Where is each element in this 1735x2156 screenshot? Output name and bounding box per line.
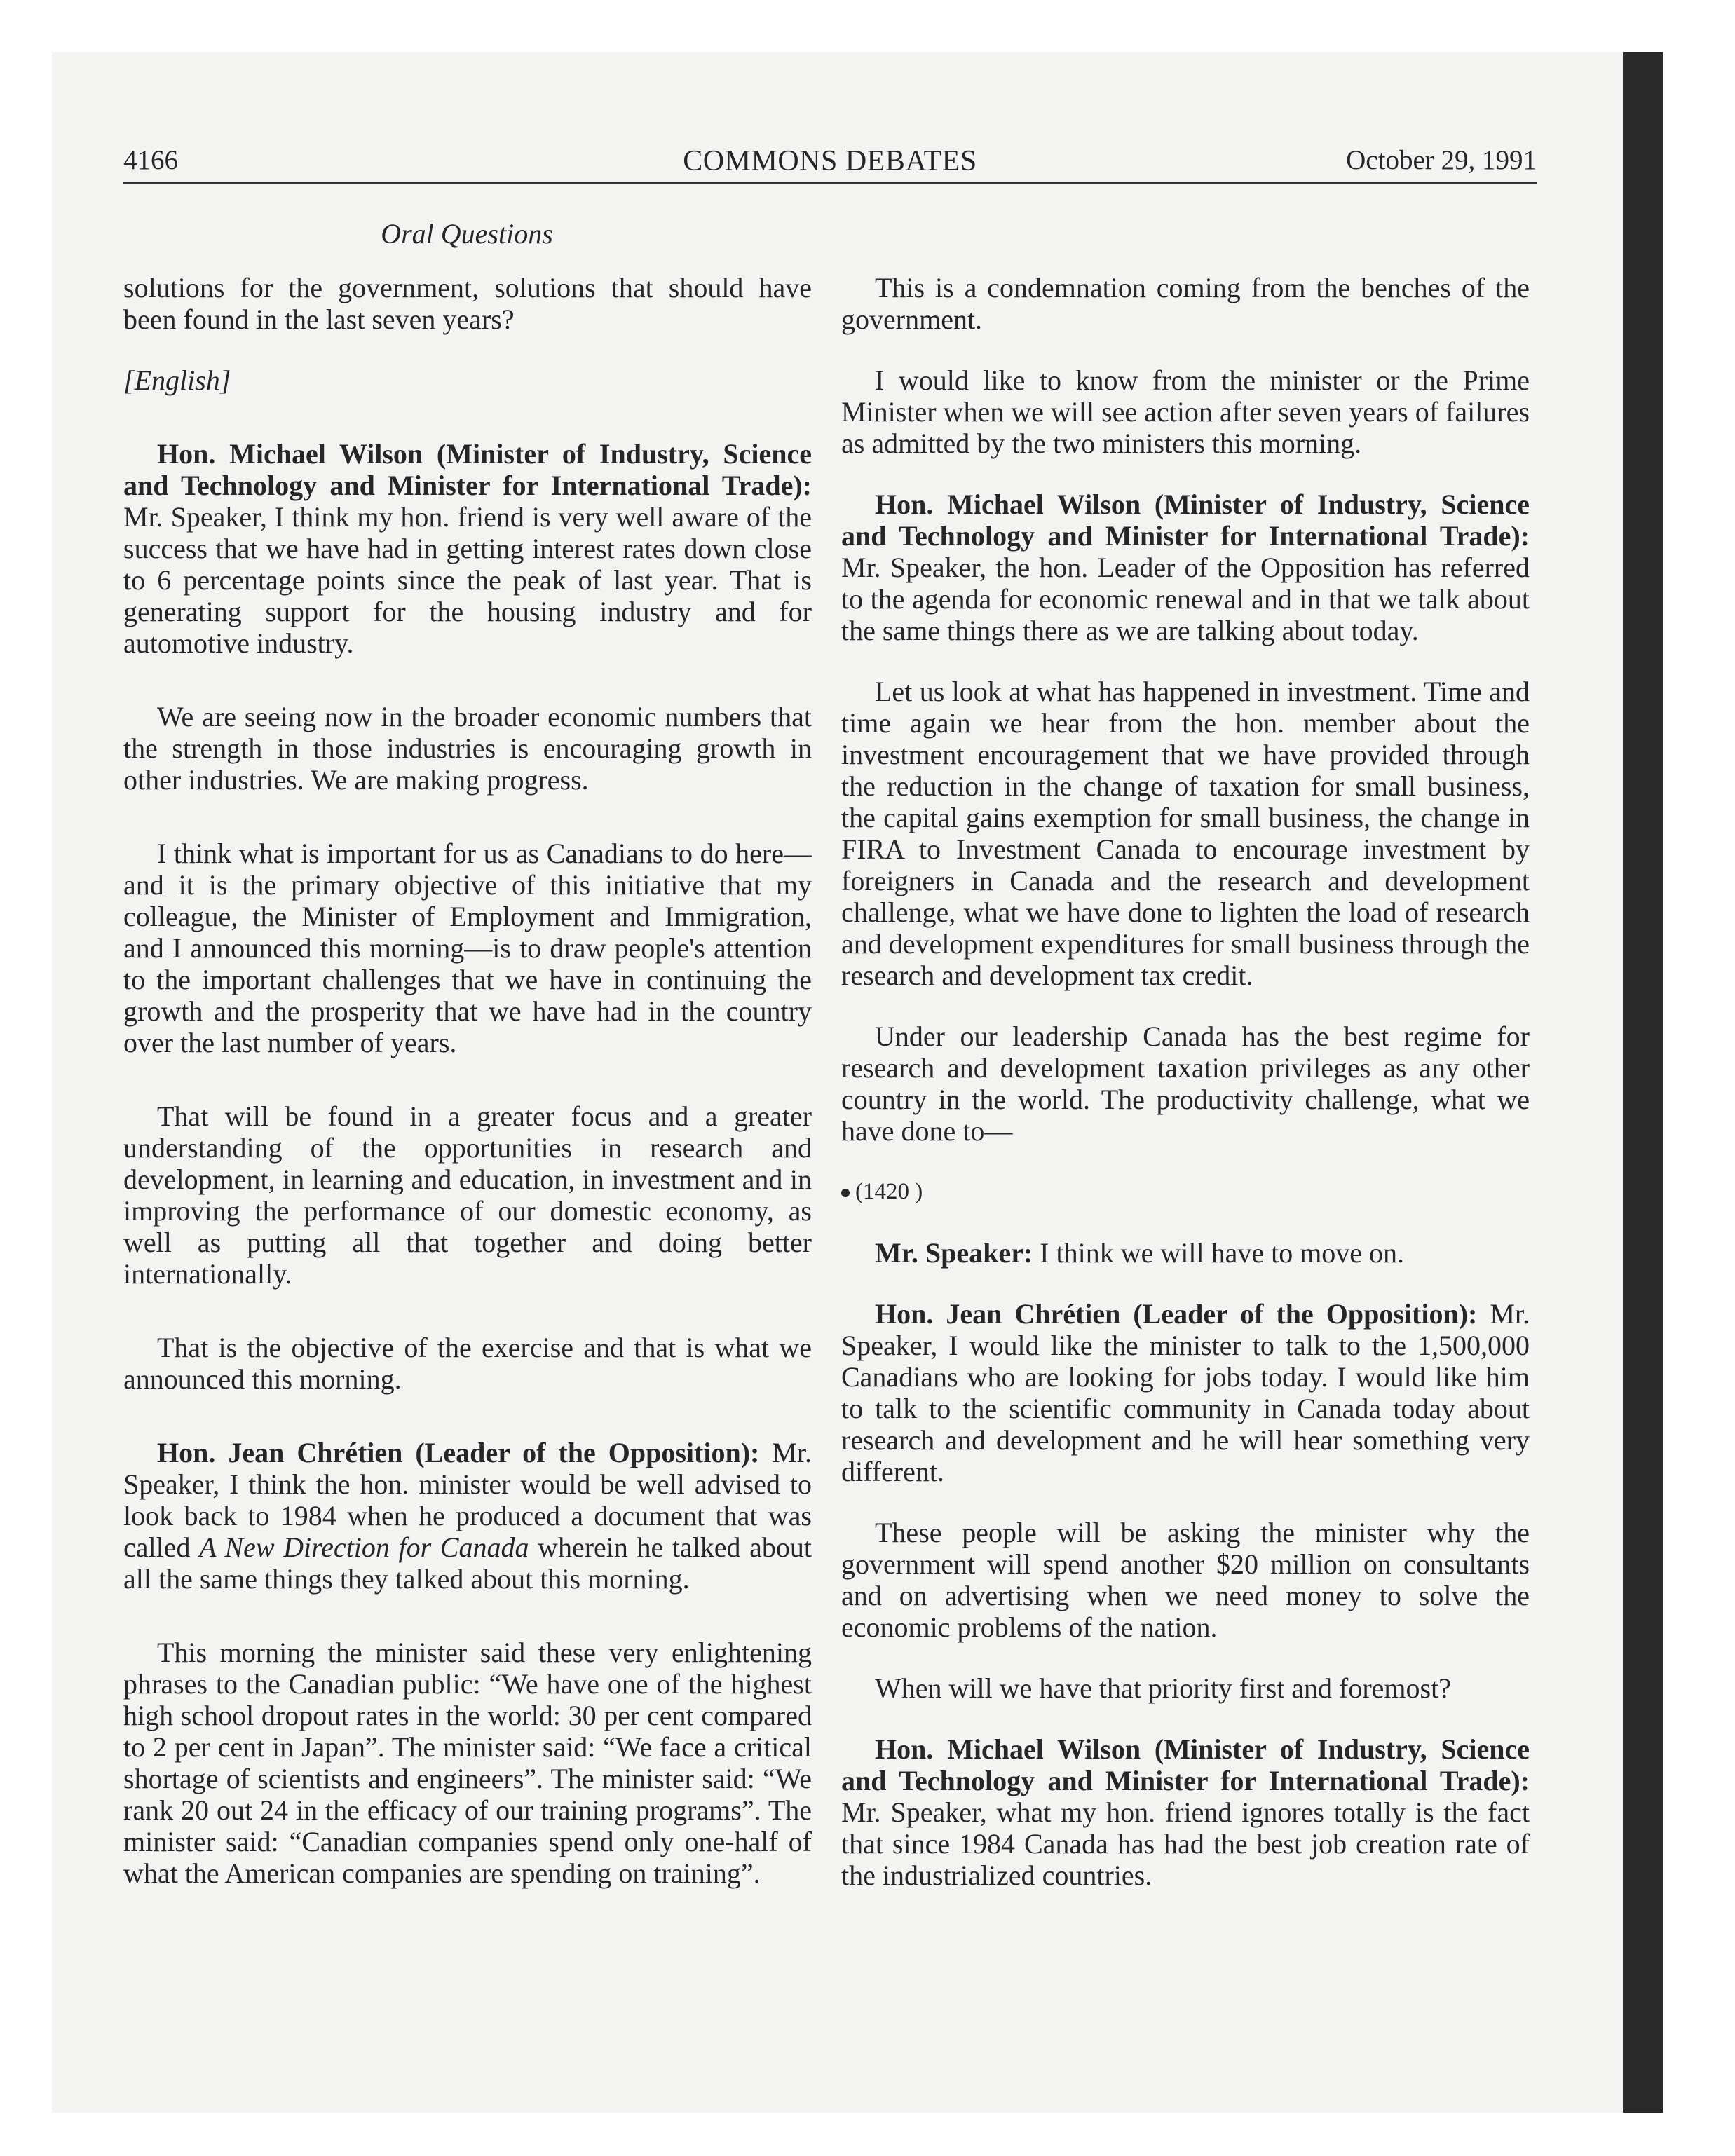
speech-text: Mr. Speaker, I think the hon. minister would be well advised to look back to 1984 when he produced a document that was called [123,1437,812,1563]
paragraph: These people will be asking the minister why the government will spend another $20 million on consultants and on advertising when we need money to solve the economic problems of the nation. [841,1517,1530,1643]
paragraph: We are seeing now in the broader economic numbers that the strength in those industries is encouraging growth in other industries. We are making progress. [123,701,812,796]
speech-paragraph [123,438,812,659]
speech-paragraph [841,1298,1530,1487]
language-tag: [English] [123,364,231,396]
speaker-name: Hon. Michael Wilson (Minister of Industry, Science and Technology and Minister for International Trade): [123,438,812,501]
speech-text: Mr. Speaker, the hon. Leader of the Opposition has referred to the agenda for economic renewal and in that we talk about the same things there as we are talking about today. [841,552,1530,646]
scan-edge-bar [1623,52,1663,2113]
speech-paragraph [123,1437,812,1595]
publication-date: October 29, 1991 [1346,145,1537,175]
speaker-name: Mr. Speaker: [875,1237,1033,1269]
paragraph: When will we have that priority first and foremost? [875,1672,1451,1704]
paragraph: That is the objective of the exercise and that is what we announced this morning. [123,1332,812,1395]
speech-text: wherein he talked about all the same things they talked about this morning. [123,1531,812,1595]
paragraph: Let us look at what has happened in investment. Time and time again we hear from the hon. member about the investment encouragement that we have provided through the reduction in the change of taxation for small business, the capital gains exemption for small business, the change in FIRA to Investment Canada to encourage investment by foreigners in Canada and the research and development challenge, what we have done to lighten the load of research and development expenditures for small business through the research and development tax credit. [841,676,1530,991]
paragraph: That will be found in a greater focus and a greater understanding of the opportunities in research and development, in learning and education, in investment and in improving the performance of our domestic economy, as well as putting all that together and doing better internationally. [123,1100,812,1290]
paragraph: Under our leadership Canada has the best regime for research and development taxation privileges as any other country in the world. The productivity challenge, what we have done to— [841,1021,1530,1147]
speech-text: Mr. Speaker, what my hon. friend ignores totally is the fact that since 1984 Canada has had the best job creation rate of the industrialized countries. [841,1796,1530,1891]
publication-title: COMMONS DEBATES [683,145,977,177]
right-column [841,272,1530,1920]
paragraph: I think what is important for us as Canadians to do here—and it is the primary objective of this initiative that my colleague, the Minister of Employment and Immigration, and I announced this morning—is to draw people's attention to the important challenges that we have in continuing the growth and the prosperity that we have had in the country over the last number of years. [123,838,812,1058]
section-title: Oral Questions [381,218,553,250]
speech-paragraph [841,489,1530,646]
time-marker [841,1176,1530,1208]
speech-text: I think we will have to move on. [1033,1237,1405,1269]
page-number: 4166 [123,145,178,175]
left-column [123,272,812,1918]
speech-text: Mr. Speaker, I would like the minister to talk to the 1,500,000 Canadians who are looking for jobs today. I would like him to talk to the scientific community in Canada today about research and development and he will hear something very different. [841,1298,1530,1487]
document-title: A New Direction for Canada [199,1531,529,1563]
page-header [123,144,1537,179]
speech-paragraph [841,1733,1530,1891]
speech-paragraph [841,1237,1530,1269]
bullet-icon [841,1189,850,1197]
speaker-name: Hon. Jean Chrétien (Leader of the Opposition): [157,1437,760,1468]
paragraph: solutions for the government, solutions that should have been found in the last seven years? [123,272,812,335]
paragraph: I would like to know from the minister or the Prime Minister when we will see action after seven years of failures as admitted by the two ministers this morning. [841,364,1530,459]
time-marker-text: (1420 ) [855,1179,923,1204]
paragraph: This is a condemnation coming from the benches of the government. [841,272,1530,335]
speaker-name: Hon. Michael Wilson (Minister of Industry, Science and Technology and Minister for International Trade): [841,489,1530,552]
speaker-name: Hon. Jean Chrétien (Leader of the Opposition): [875,1298,1478,1330]
header-rule [123,182,1537,184]
paragraph: This morning the minister said these very enlightening phrases to the Canadian public: “We have one of the highest high school dropout rates in the world: 30 per cent compared to 2 per cent in Japan”. The minister said: “We face a critical shortage of scientists and engineers”. The minister said: “We rank 20 out 24 in the efficacy of our training programs”. The minister said: “Canadian companies spend only one-half of what the American companies are spending on training”. [123,1637,812,1889]
speaker-name: Hon. Michael Wilson (Minister of Industry, Science and Technology and Minister for International Trade): [841,1733,1530,1796]
speech-text: Mr. Speaker, I think my hon. friend is very well aware of the success that we have had in getting interest rates down close to 6 percentage points since the peak of last year. That is generating support for the housing industry and for automotive industry. [123,501,812,659]
